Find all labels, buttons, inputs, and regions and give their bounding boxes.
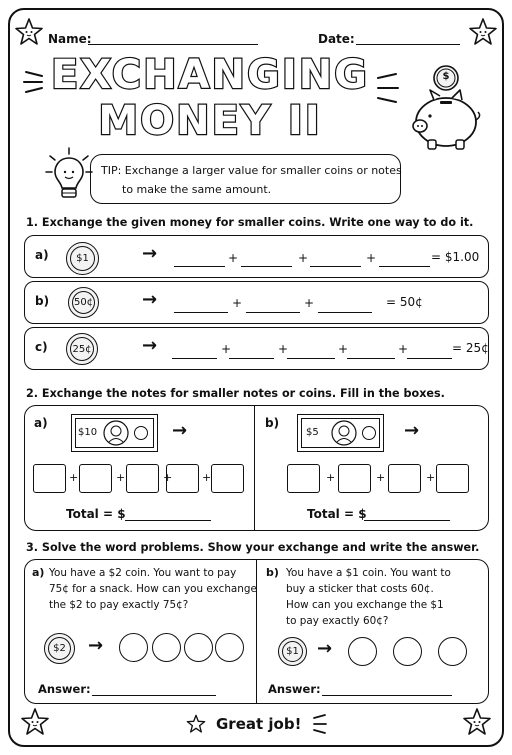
answer-label: Answer:	[38, 682, 91, 696]
answer-blank[interactable]	[172, 358, 217, 359]
answer-label: Answer:	[268, 682, 321, 696]
panel-divider	[254, 406, 255, 530]
plus-sign: +	[163, 471, 173, 484]
answer-blank[interactable]	[318, 312, 372, 313]
star-icon	[462, 707, 492, 737]
plus-sign: +	[228, 251, 239, 265]
star-icon	[14, 17, 44, 47]
total-label: Total = $	[66, 507, 126, 521]
star-icon	[20, 707, 50, 737]
arrow-right-icon: →	[88, 635, 104, 656]
answer-box[interactable]	[211, 464, 244, 493]
plus-sign: +	[366, 251, 377, 265]
answer-blank[interactable]	[174, 312, 228, 313]
problem-line: buy a sticker that costs 60¢.	[286, 583, 434, 595]
answer-circle[interactable]	[393, 637, 422, 666]
answer-blank[interactable]	[241, 266, 292, 267]
plus-sign: +	[326, 471, 336, 484]
row-result: = $1.00	[431, 250, 480, 264]
plus-sign: +	[278, 342, 289, 356]
row-letter: b)	[35, 294, 50, 308]
problem-line: You have a $1 coin. You want to	[286, 567, 451, 579]
total-blank[interactable]	[125, 520, 211, 521]
problem-line: to pay exactly 60¢?	[286, 615, 389, 627]
plus-sign: +	[398, 342, 409, 356]
row-letter: c)	[35, 340, 48, 354]
section-2-title: 2. Exchange the notes for smaller notes or coins. Fill in the boxes.	[26, 387, 445, 400]
plus-sign: +	[232, 296, 243, 310]
answer-circle[interactable]	[184, 633, 213, 662]
answer-blank[interactable]	[246, 312, 300, 313]
piggy-coin-symbol: $	[442, 71, 450, 82]
date-field[interactable]	[356, 44, 460, 45]
part-letter: a)	[34, 416, 48, 430]
part-letter: a)	[32, 566, 45, 579]
part-letter: b)	[266, 566, 279, 579]
worksheet-title: EXCHANGING	[50, 52, 370, 98]
plus-sign: +	[426, 471, 436, 484]
plus-sign: +	[376, 471, 386, 484]
name-label: Name:	[48, 32, 92, 46]
row-letter: a)	[35, 248, 49, 262]
answer-box[interactable]	[126, 464, 159, 493]
arrow-right-icon: →	[404, 420, 420, 441]
answer-box[interactable]	[287, 464, 320, 493]
date-label: Date:	[318, 32, 355, 46]
arrow-right-icon: →	[317, 638, 333, 659]
answer-blank[interactable]	[287, 358, 335, 359]
answer-box[interactable]	[79, 464, 112, 493]
answer-box[interactable]	[33, 464, 66, 493]
coin-icon: $2	[44, 633, 75, 664]
answer-box[interactable]	[338, 464, 371, 493]
answer-circle[interactable]	[215, 633, 244, 662]
answer-circle[interactable]	[119, 633, 148, 662]
arrow-right-icon: →	[142, 289, 158, 310]
arrow-right-icon: →	[172, 420, 188, 441]
star-icon	[468, 17, 498, 47]
banknote-icon	[71, 414, 158, 452]
tip-line-1: TIP: Exchange a larger value for smaller coins or notes	[101, 164, 402, 177]
answer-box[interactable]	[388, 464, 421, 493]
sparkle-lines-icon	[312, 713, 328, 735]
tip-line-2: to make the same amount.	[122, 183, 272, 196]
portrait-icon	[330, 419, 358, 447]
banknote-icon	[297, 414, 384, 452]
answer-box[interactable]	[166, 464, 199, 493]
answer-circle[interactable]	[438, 637, 467, 666]
plus-sign: +	[298, 251, 309, 265]
star-icon	[186, 714, 206, 734]
answer-blank[interactable]	[229, 358, 274, 359]
answer-blank[interactable]	[92, 695, 216, 696]
problem-line: You have a $2 coin. You want to pay	[49, 567, 237, 579]
problem-line: the $2 to pay exactly 75¢?	[49, 599, 189, 611]
plus-sign: +	[221, 342, 232, 356]
lightbulb-icon	[44, 146, 94, 204]
answer-blank[interactable]	[379, 266, 430, 267]
plus-sign: +	[69, 471, 79, 484]
footer-message: Great job!	[216, 715, 302, 733]
row-result: = 50¢	[386, 295, 423, 309]
answer-box[interactable]	[436, 464, 469, 493]
answer-blank[interactable]	[310, 266, 361, 267]
coin-icon: $1	[278, 637, 307, 666]
answer-circle[interactable]	[152, 633, 181, 662]
answer-blank[interactable]	[407, 358, 452, 359]
answer-blank[interactable]	[322, 695, 452, 696]
problem-line: 75¢ for a snack. How can you exchange	[49, 583, 257, 595]
name-field[interactable]	[88, 44, 258, 45]
coin-icon: 25¢	[66, 333, 98, 365]
plus-sign: +	[116, 471, 126, 484]
answer-blank[interactable]	[347, 358, 395, 359]
note-value: $10	[78, 427, 98, 438]
coin-icon: $1	[66, 242, 99, 275]
problem-line: How can you exchange the $1	[286, 599, 444, 611]
portrait-icon	[102, 419, 130, 447]
coin-icon: 50¢	[68, 287, 99, 318]
plus-sign: +	[304, 296, 315, 310]
section-1-title: 1. Exchange the given money for smaller coins. Write one way to do it.	[26, 216, 474, 229]
answer-blank[interactable]	[174, 266, 225, 267]
part-letter: b)	[265, 416, 280, 430]
plus-sign: +	[338, 342, 349, 356]
answer-circle[interactable]	[348, 637, 377, 666]
section-3-title: 3. Solve the word problems. Show your exchange and write the answer.	[26, 541, 480, 554]
total-label: Total = $	[307, 507, 367, 521]
worksheet-subtitle: MONEY II	[98, 98, 322, 144]
arrow-right-icon: →	[142, 335, 158, 356]
row-result: = 25¢	[452, 341, 489, 355]
arrow-right-icon: →	[142, 243, 158, 264]
plus-sign: +	[202, 471, 212, 484]
note-value: $5	[306, 427, 319, 438]
total-blank[interactable]	[364, 520, 450, 521]
